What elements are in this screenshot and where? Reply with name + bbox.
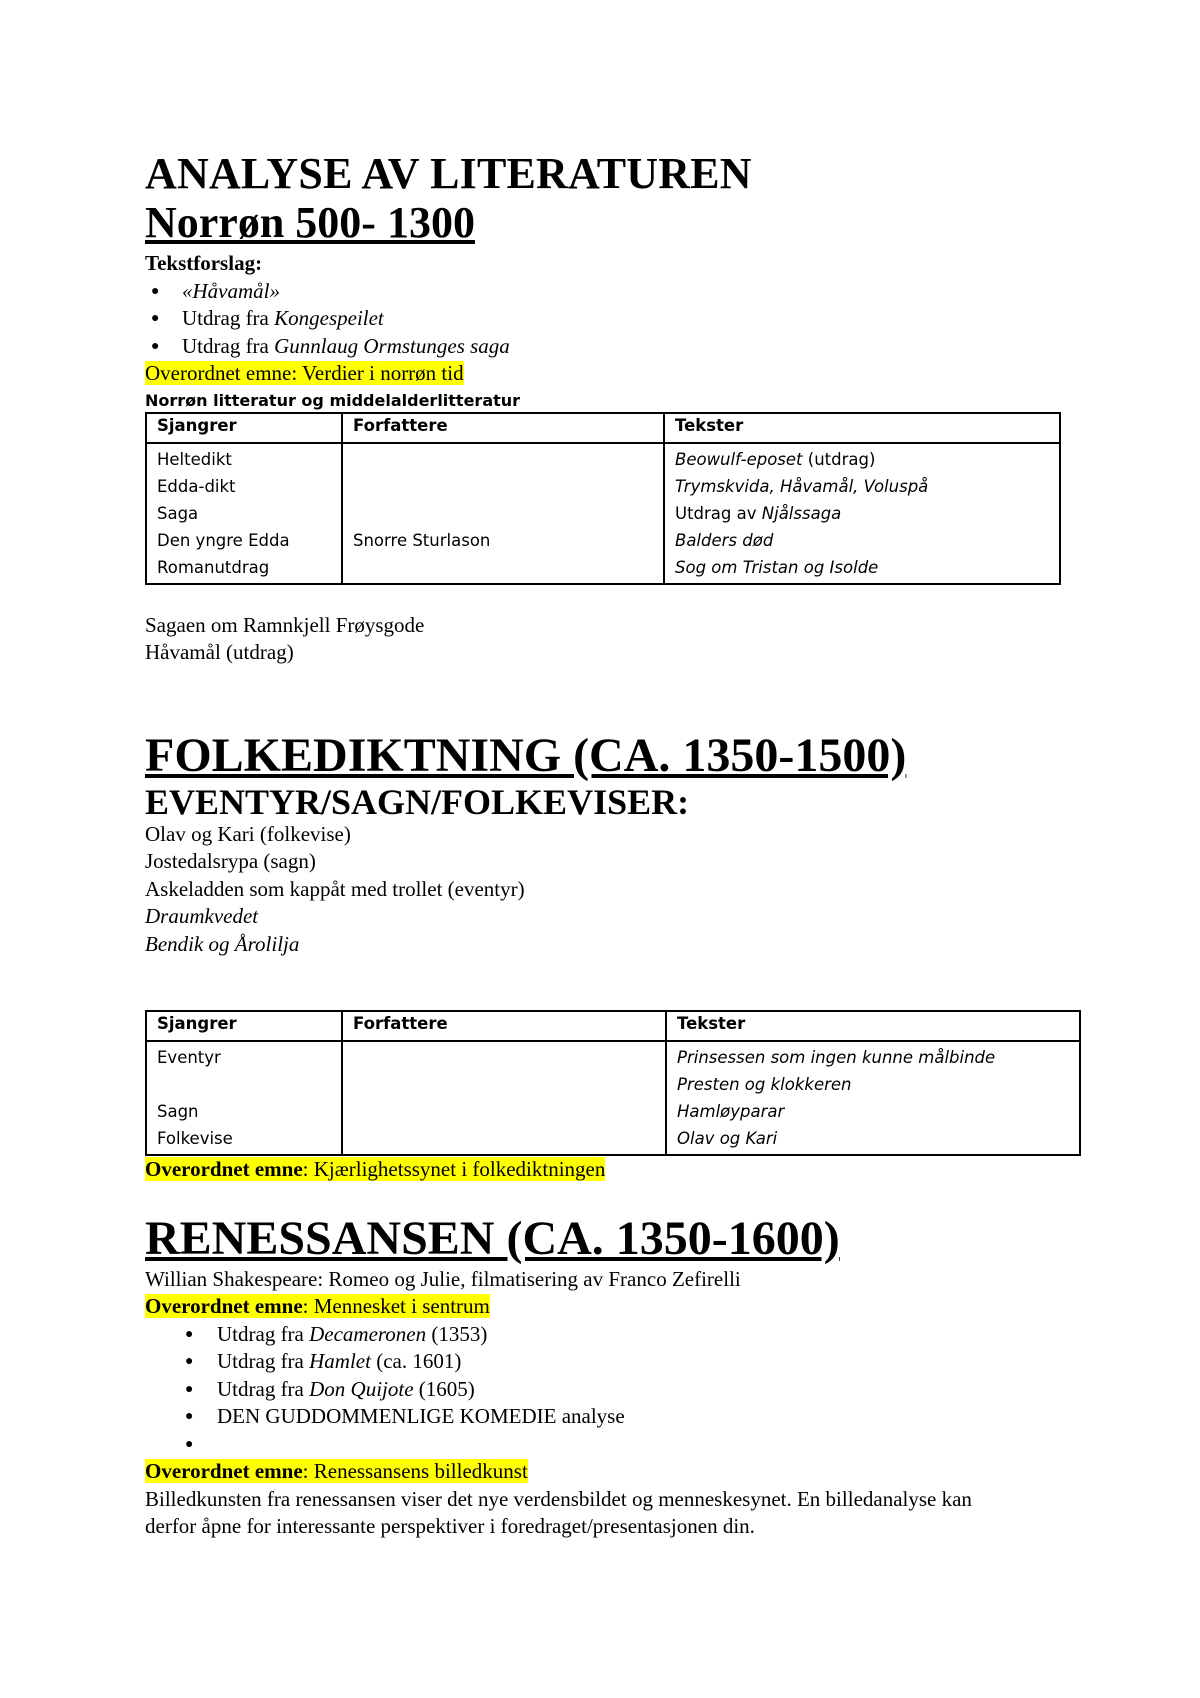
tekster-cell: Beowulf-eposet (utdrag) Trymskvida, Håvamål, Voluspå Utdrag av Njålssaga Balders død Sog om Tristan og Isolde [664,443,1060,584]
norron-extra-2: Håvamål (utdrag) [145,640,294,664]
folke-item: Olav og Kari (folkevise) [145,821,351,846]
list-item: ● Utdrag fra Hamlet (ca. 1601) [145,1348,1105,1376]
tekstforslag-label: Tekstforslag: [145,251,263,275]
list-item: ● Utdrag fra Decameronen (1353) [145,1321,1105,1349]
forfattere-cell: Snorre Sturlason [342,443,664,584]
table-header: Sjangrer [146,1011,342,1041]
folkediktning-heading: FOLKEDIKTNING (CA. 1350-1500) [145,728,907,782]
sjangrer-cell: Eventyr Sagn Folkevise [146,1041,342,1155]
table-header: Sjangrer [146,413,342,443]
norron-table [145,412,1061,585]
norron-text-list [145,278,1105,361]
renessansen-intro: Willian Shakespeare: Romeo og Julie, filmatisering av Franco Zefirelli [145,1266,741,1291]
document-page [145,150,1105,1541]
norron-heading: Norrøn 500- 1300 [145,198,475,247]
folkediktning-subheading: EVENTYR/SAGN/FOLKEVISER: [145,781,690,822]
list-item: ● «Håvamål» [145,278,1105,306]
list-item: ● Utdrag fra Gunnlaug Ormstunges saga [145,333,1105,361]
tekster-cell: Prinsessen som ingen kunne målbinde Presten og klokkeren Hamløyparar Olav og Kari [666,1041,1080,1155]
renessansen-paragraph-line: Billedkunsten fra renessansen viser det nye verdensbildet og menneskesynet. En billedanalyse kan [145,1486,972,1511]
renessansen-list [145,1321,1105,1459]
folke-item: Jostedalsrypa (sagn) [145,849,316,873]
renessansen-paragraph-line: derfor åpne for interessante perspektiver i foredraget/presentasjonen din. [145,1514,755,1538]
forfattere-cell [342,1041,666,1155]
list-item: ● Utdrag fra Kongespeilet [145,305,1105,333]
norron-extra-1: Sagaen om Ramnkjell Frøysgode [145,612,425,637]
table-header: Forfattere [342,1011,666,1041]
folke-item: Bendik og Årolilja [145,931,300,956]
renessansen-overordnet-emne-1: Overordnet emne: Mennesket i sentrum [145,1294,490,1318]
folke-overordnet-emne: Overordnet emne: Kjærlighetssynet i folkediktningen [145,1157,606,1181]
renessansen-heading: RENESSANSEN (CA. 1350-1600) [145,1211,840,1265]
list-item: ● Utdrag fra Don Quijote (1605) [145,1376,1105,1404]
folke-item: Askeladden som kappåt med trollet (eventyr) [145,876,525,901]
table-header: Forfattere [342,413,664,443]
norron-overordnet-emne: Overordnet emne: Verdier i norrøn tid [145,361,464,385]
renessansen-overordnet-emne-2: Overordnet emne: Renessansens billedkunst [145,1459,528,1483]
list-item [145,1431,1105,1459]
folke-table [145,1010,1081,1156]
norron-table-caption: Norrøn litteratur og middelalderlitteratur [145,390,521,410]
table-header: Tekster [666,1011,1080,1041]
list-item: ● DEN GUDDOMMENLIGE KOMEDIE analyse [145,1403,1105,1431]
sjangrer-cell: Heltedikt Edda-dikt Saga Den yngre Edda Romanutdrag [146,443,342,584]
document-title: ANALYSE AV LITERATUREN [145,149,752,198]
folke-item: Draumkvedet [145,904,259,928]
table-header: Tekster [664,413,1060,443]
